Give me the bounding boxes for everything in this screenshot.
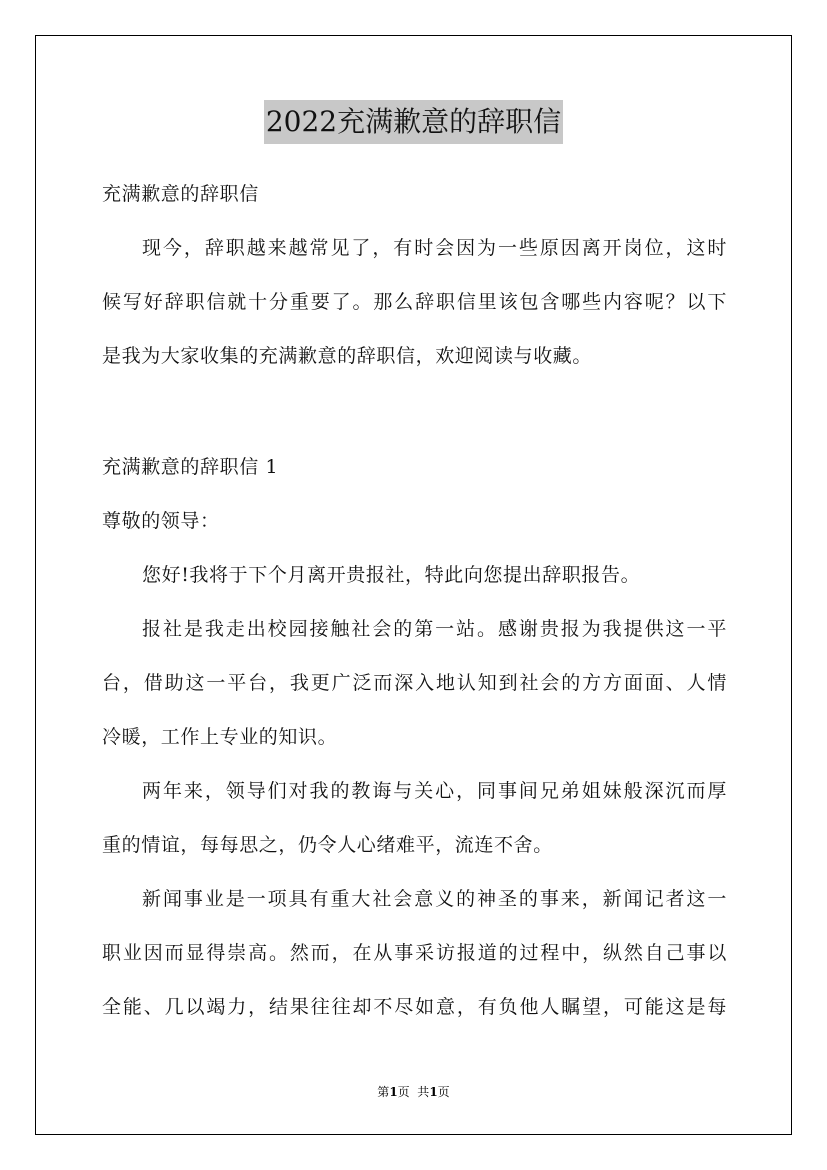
footer-suffix: 页 (437, 1085, 450, 1099)
body-line-8: 职业因而显得崇高。然而，在从事采访报道的过程中，纵然自己事以 (102, 942, 727, 964)
body-line-9: 全能、几以竭力，结果往往却不尽如意，有负他人瞩望，可能这是每 (102, 996, 727, 1018)
body-line-7: 新闻事业是一项具有重大社会意义的神圣的事来，新闻记者这一 (142, 888, 727, 910)
page-footer (0, 1084, 827, 1100)
body-line-3: 台，借助这一平台，我更广泛而深入地认知到社会的方方面面、人情 (102, 672, 727, 694)
intro-line-2: 候写好辞职信就十分重要了。那么辞职信里该包含哪些内容呢？以下 (102, 291, 727, 313)
title-container (0, 100, 827, 144)
body-line-4: 冷暖，工作上专业的知识。 (102, 726, 338, 748)
body-line-1: 您好!我将于下个月离开贵报社，特此向您提出辞职报告。 (142, 564, 641, 586)
footer-page-current: 1 (389, 1085, 398, 1099)
body-line-2: 报社是我走出校园接触社会的第一站。感谢贵报为我提供这一平 (142, 618, 727, 640)
section-title: 充满歉意的辞职信 1 (102, 456, 279, 478)
body-line-5: 两年来，领导们对我的教诲与关心，同事间兄弟姐妹般深沉而厚 (142, 780, 727, 802)
intro-line-3: 是我为大家收集的充满歉意的辞职信，欢迎阅读与收藏。 (102, 345, 593, 367)
intro-line-1: 现今，辞职越来越常见了，有时会因为一些原因离开岗位，这时 (142, 237, 727, 259)
footer-page-total: 1 (429, 1085, 438, 1099)
footer-prefix: 第 (377, 1085, 390, 1099)
salutation: 尊敬的领导： (102, 510, 220, 532)
subheading: 充满歉意的辞职信 (102, 183, 259, 205)
body-line-6: 重的情谊，每每思之，仍令人心绪难平，流连不舍。 (102, 834, 553, 856)
footer-mid: 页 共 (397, 1085, 430, 1099)
document-title: 2022充满歉意的辞职信 (264, 100, 563, 144)
